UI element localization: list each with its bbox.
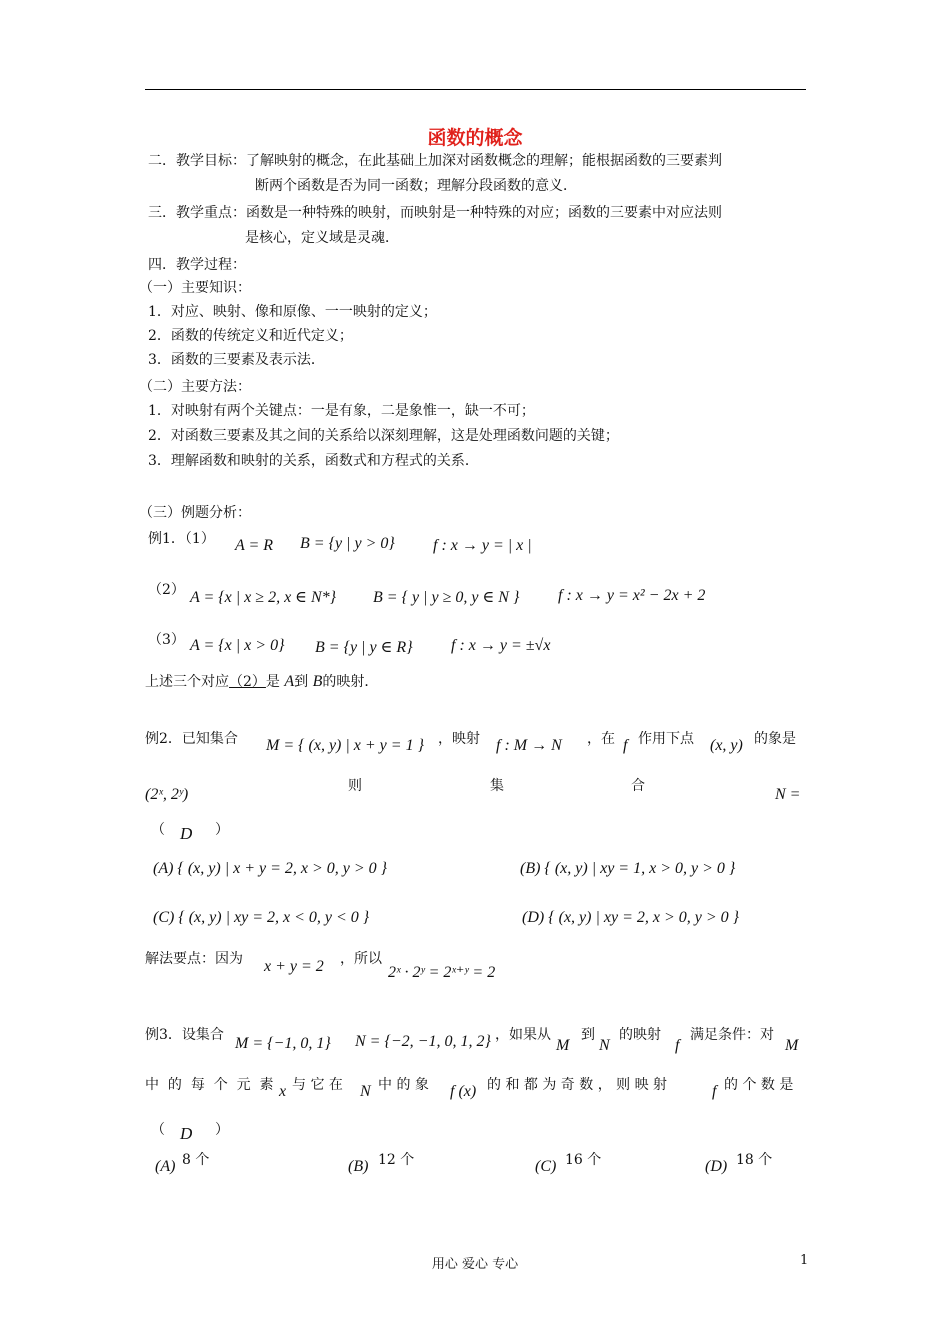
ex2-solution-eq1: x + y = 2 (264, 958, 324, 975)
ex3-text-1: 例3．设集合 (145, 1027, 224, 1043)
ex3-f2: f (712, 1083, 717, 1100)
ex1-2-map: f : x → y = x² − 2x + 2 (558, 587, 706, 604)
ex2-solution-1: 解法要点：因为 (145, 951, 243, 967)
ex3-text-4: 的映射 (619, 1027, 661, 1043)
ex3-answer: D (180, 1124, 193, 1143)
ex3-x: x (279, 1083, 287, 1100)
ex2-text-4: 作用下点 (638, 731, 694, 747)
ex1-2-set-a: A = {x | x ≥ 2, x ∈ N*} (190, 589, 337, 606)
ex2-point: (x, y) (710, 737, 743, 754)
ex3-option-b-label: (B) (348, 1158, 369, 1175)
method-heading: （二）主要方法： (139, 379, 251, 395)
ex3-m2: M (785, 1037, 799, 1054)
ex2-text-1: 例2．已知集合 (145, 731, 238, 747)
ex3-fx: f (x) (450, 1083, 477, 1100)
ex3-n: N (599, 1037, 610, 1054)
ex3-m: M (556, 1037, 570, 1054)
ex3-line2-a: 中 的 每 个 元 素 (145, 1077, 274, 1093)
method-item: 3．理解函数和映射的关系，函数式和方程式的关系． (148, 453, 479, 469)
ex2-text-5: 的象是 (754, 731, 796, 747)
knowledge-item: 3．函数的三要素及表示法． (148, 352, 325, 368)
ex2-image: (2ˣ, 2ʸ) (145, 786, 189, 803)
ex2-paren-close: ） (215, 822, 229, 838)
ex2-then-3: 合 (631, 778, 645, 794)
ex1-answer: （2） (229, 674, 266, 690)
ex3-n2: N (360, 1083, 371, 1100)
ex2-option-a: (A) { (x, y) | x + y = 2, x > 0, y > 0 } (153, 860, 388, 877)
ex3-text-2: ，如果从 (495, 1027, 551, 1043)
ex2-option-c: (C) { (x, y) | xy = 2, x < 0, y < 0 } (153, 909, 370, 926)
method-item: 2．对函数三要素及其之间的关系给以深刻理解，这是处理函数问题的关键； (148, 428, 619, 444)
goal-line-2: 断两个函数是否为同一函数；理解分段函数的意义． (255, 178, 577, 194)
page-footer: 用心 爱心 专心 (431, 1257, 519, 1272)
ex1-3-set-a: A = {x | x > 0} (190, 637, 285, 654)
process-heading: 四．教学过程： (148, 257, 246, 273)
knowledge-heading: （一）主要知识： (139, 280, 251, 296)
ex3-line2-c: 中 的 象 (378, 1077, 429, 1093)
ex3-text-5: 满足条件：对 (690, 1027, 774, 1043)
ex2-paren-open: （ (151, 822, 165, 838)
page-number: 1 (800, 1253, 809, 1268)
ex2-option-b: (B) { (x, y) | xy = 1, x > 0, y > 0 } (520, 860, 736, 877)
ex3-f: f (675, 1037, 680, 1054)
knowledge-item: 2．函数的传统定义和近代定义； (148, 328, 353, 344)
ex2-f: f (623, 737, 628, 754)
ex2-solution-eq2: 2ˣ · 2ʸ = 2ˣ⁺ʸ = 2 (388, 964, 496, 981)
ex3-option-a-value: 8 个 (182, 1152, 210, 1168)
ex3-set-n: N = {−2, −1, 0, 1, 2} (355, 1033, 491, 1050)
ex3-option-c-value: 16 个 (565, 1152, 602, 1168)
knowledge-item: 1．对应、映射、像和原像、一一映射的定义； (148, 304, 437, 320)
ex2-answer: D (180, 824, 193, 843)
key-line-1: 三．教学重点：函数是一种特殊的映射，而映射是一种特殊的对应；函数的三要素中对应法则 (148, 205, 722, 221)
ex3-option-a-label: (A) (155, 1158, 176, 1175)
ex3-option-c-label: (C) (535, 1158, 557, 1175)
ex2-option-d: (D) { (x, y) | xy = 2, x > 0, y > 0 } (522, 909, 740, 926)
ex3-paren-close: ） (215, 1122, 229, 1138)
ex1-2-label: （2） (148, 582, 185, 598)
ex1-label: 例1．（1） (148, 531, 215, 547)
header-rule (145, 89, 806, 90)
ex3-option-d-label: (D) (705, 1158, 728, 1175)
ex2-set-m: M = { (x, y) | x + y = 1 } (266, 737, 424, 754)
ex1-1-map: f : x → y = | x | (433, 537, 532, 554)
ex1-3-label: （3） (148, 632, 185, 648)
ex1-2-set-b: B = { y | y ≥ 0, y ∈ N } (373, 589, 520, 606)
ex1-conclusion: 上述三个对应（2）是 A到 B的映射． (145, 673, 379, 690)
ex1-3-map: f : x → y = ±√x (451, 637, 551, 654)
ex2-text-2: ，映射 (438, 731, 480, 747)
key-line-2: 是核心，定义域是灵魂． (245, 230, 399, 246)
ex2-solution-2: ，所以 (340, 951, 382, 967)
ex3-line2-e: 的 个 数 是 (724, 1077, 794, 1093)
ex3-paren-open: （ (151, 1122, 165, 1138)
method-item: 1．对映射有两个关键点：一是有象，二是象惟一，缺一不可； (148, 403, 535, 419)
ex3-set-m: M = {−1, 0, 1} (235, 1035, 331, 1052)
ex2-map: f : M → N (496, 737, 562, 754)
ex2-text-3: ，在 (587, 731, 615, 747)
ex1-1-set-a: A = R (235, 537, 274, 554)
ex3-line2-d: 的 和 都 为 奇 数 ， 则 映 射 (487, 1077, 668, 1093)
ex1-3-set-b: B = {y | y ∈ R} (315, 639, 413, 656)
ex2-n: N = (775, 786, 801, 803)
ex3-text-3: 到 (581, 1027, 595, 1043)
analysis-heading: （三）例题分析： (139, 505, 251, 521)
ex2-then-2: 集 (490, 778, 504, 794)
ex3-option-d-value: 18 个 (736, 1152, 773, 1168)
ex3-line2-b: 与 它 在 (292, 1077, 343, 1093)
ex1-1-set-b: B = {y | y > 0} (300, 535, 395, 552)
page-title: 函数的概念 (427, 127, 523, 149)
ex2-then-1: 则 (348, 778, 362, 794)
ex3-option-b-value: 12 个 (378, 1152, 415, 1168)
goal-line-1: 二．教学目标：了解映射的概念，在此基础上加深对函数概念的理解；能根据函数的三要素判 (148, 153, 722, 169)
